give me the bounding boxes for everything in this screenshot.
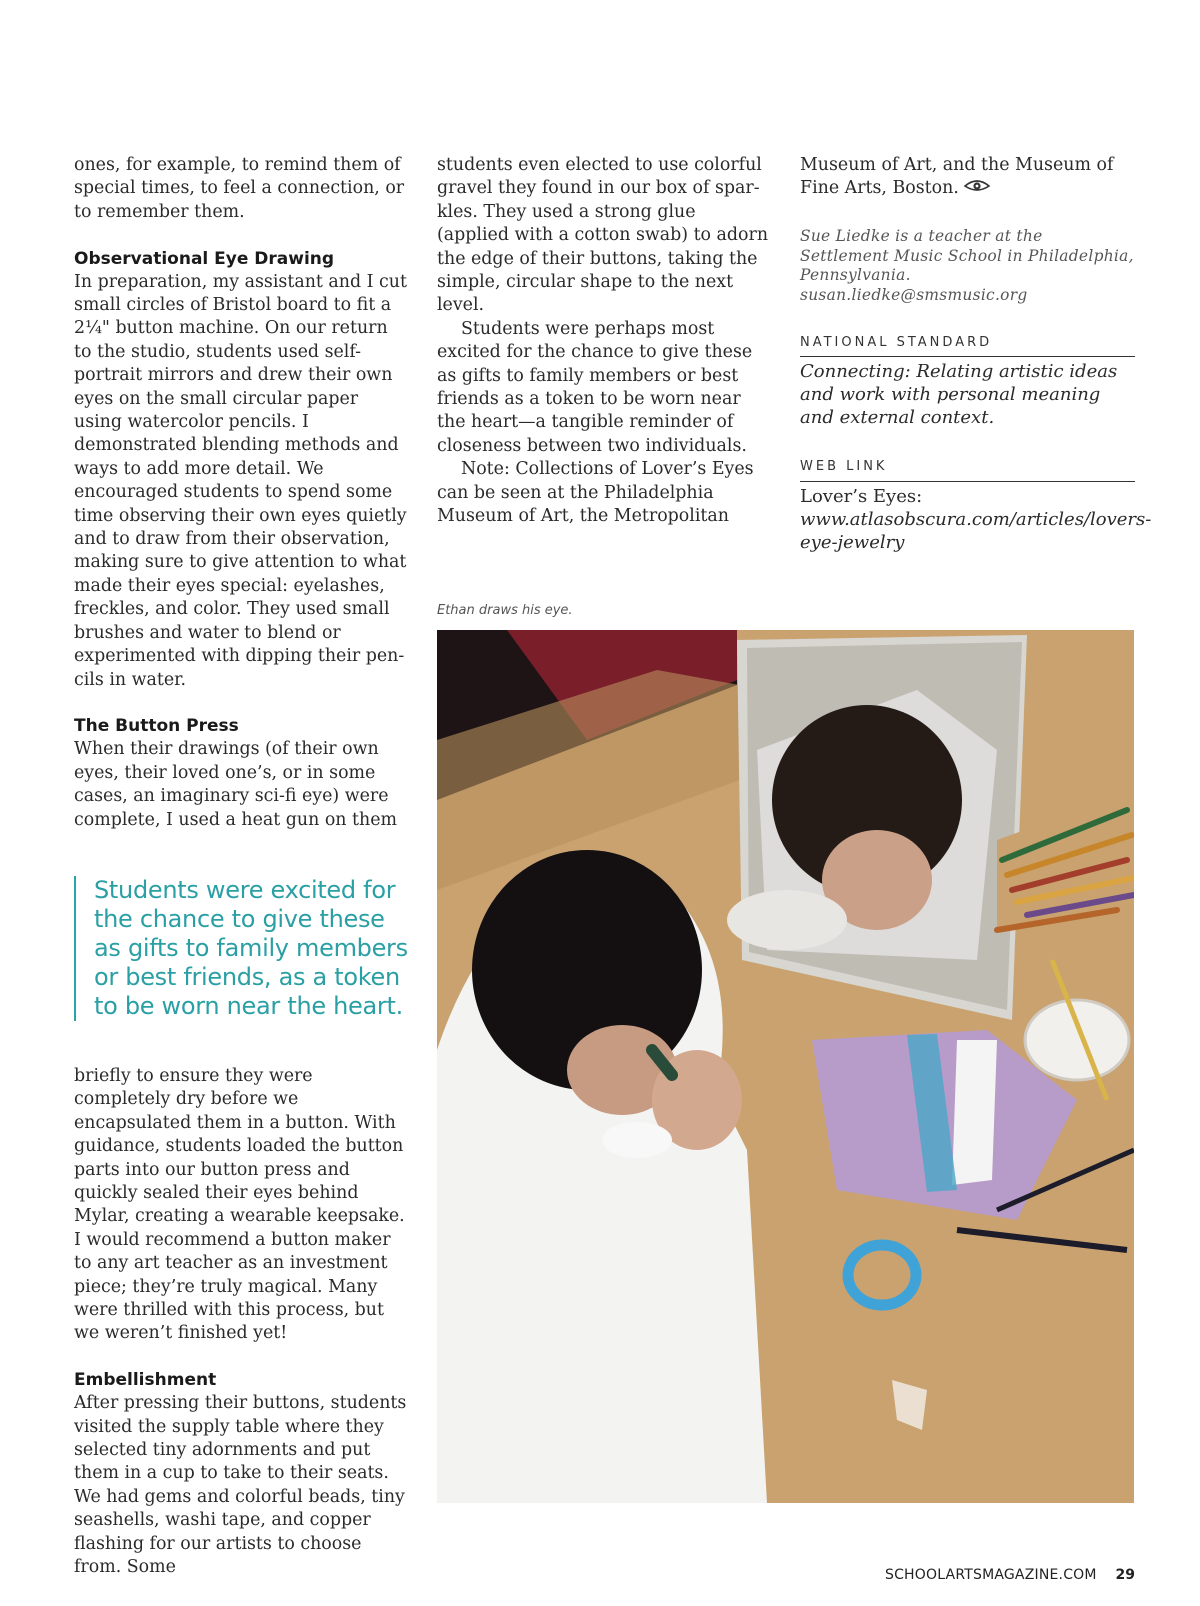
body-paragraph: briefly to ensure they were completely dry before we encapsulated them in a button. With guidance, students loaded the button parts into our button press and quickly sealed their eyes behind Mylar, creating a wearable keepsake. I would recommend a button maker to any art teacher as an investment piece; they’re truly magical. Many were thrilled with this process, but we weren’t finished yet! [74,1065,405,1344]
photo-caption: Ethan draws his eye. [437,603,573,618]
body-paragraph: Note: Collections of Lover’s Eyes can be seen at the Philadelphia Museum of Art, the Metropolitan [437,459,754,527]
body-paragraph: students even elected to use colorful gravel they found in our box of sparkles. They used a strong glue (applied with a cotton swab) to adorn the edge of their buttons, taking the simple, circular shape to the next level. [437,155,769,316]
web-link-prefix: Lover’s Eyes: [800,485,923,507]
page-footer [885,1567,1135,1583]
section-heading-embellishment: Embellishment [74,1370,217,1391]
footer-website: SCHOOLARTSMAGAZINE.COM [885,1567,1097,1583]
national-standard-text: Connecting: Relating artistic ideas and work with personal meaning and external context. [800,361,1118,429]
national-standard-label: NATIONAL STANDARD [800,331,1135,357]
web-link-label: WEB LINK [800,455,1135,481]
author-bio: Sue Liedke is a teacher at the Settlement Music School in Philadelphia, Pennsylvania. susan.liedke@smsmusic.org [800,227,1134,304]
eye-end-mark-icon [963,177,991,200]
pull-quote: Students were excited for the chance to give these as gifts to family members or best friends, as a token to be worn near the heart. [74,876,410,1021]
body-paragraph: ones, for example, to remind them of special times, to feel a connection, or to remember them. [74,155,405,222]
page-number: 29 [1115,1567,1135,1583]
web-link[interactable] [800,485,1152,554]
article-column-1 [74,154,410,1579]
article-column-2 [437,154,772,529]
body-paragraph [800,154,1135,201]
body-paragraph: Students were perhaps most excited for the chance to give these as gifts to family members or best friends as a token to be worn near the heart—a tangible reminder of closeness between two individuals. [437,318,753,456]
body-paragraph: In preparation, my assistant and I cut small circles of Bristol board to fit a 2¼" button machine. On our return to the studio, students used self-portrait mirrors and drew their own eyes on the small circular paper using watercolor pencils. I demonstrated blending methods and ways to add more detail. We encouraged students to spend some time observing their own eyes quietly and to draw from their observation, making sure to give attention to what made their eyes special: eyelashes, freckles, and color. They used small brushes and water to blend or experimented with dipping their pencils in water. [74,271,407,690]
section-heading-observational-eye-drawing: Observational Eye Drawing [74,248,335,269]
student-drawing-photo [437,630,1134,1503]
web-link-url[interactable]: www.atlasobscura.com/articles/lovers-eye-jewelry [800,508,1152,553]
article-column-3 [800,154,1152,554]
body-paragraph: When their drawings (of their own eyes, their loved one’s, or in some cases, an imaginary sci-fi eye) were complete, I used a heat gun on them [74,739,398,830]
closing-text: Museum of Art, and the Museum of Fine Arts, Boston. [800,155,1114,199]
body-paragraph: After pressing their buttons, students visited the supply table where they selected tiny adornments and put them in a cup to take to their seats. We had gems and colorful beads, tiny seashells, washi tape, and copper flashing for our artists to choose from. Some [74,1393,407,1578]
section-heading-button-press: The Button Press [74,716,239,737]
